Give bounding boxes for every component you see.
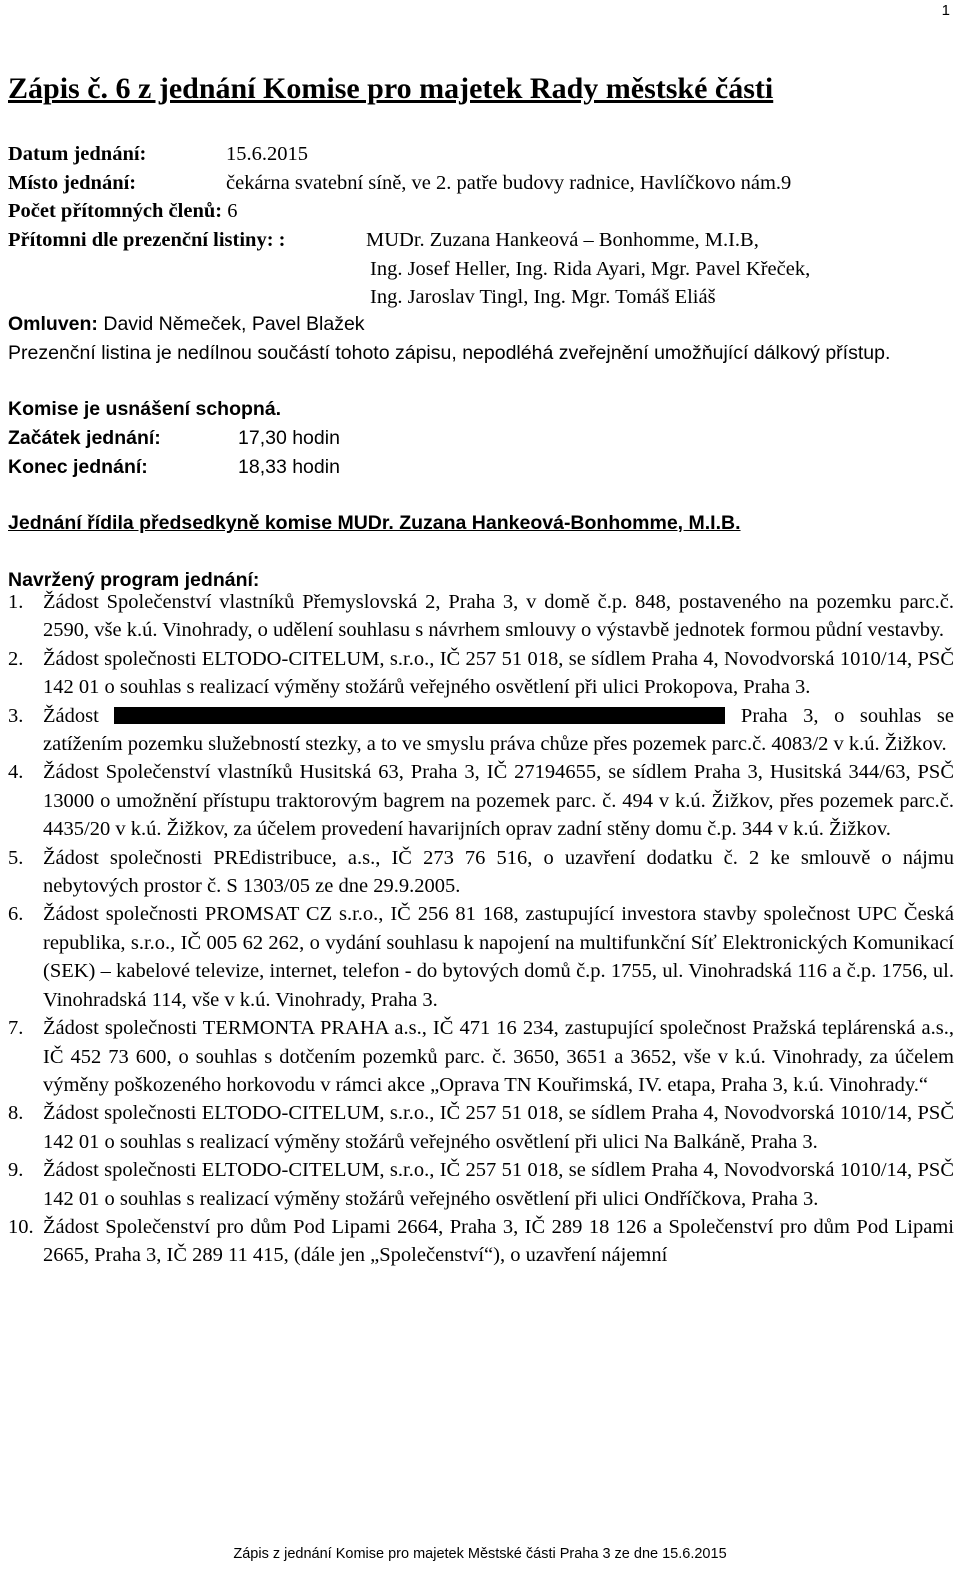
- excused-value: David Němeček, Pavel Blažek: [103, 313, 365, 335]
- agenda-item-text-after: Praha 3, o souhlas se zatížením pozemku služebností stezky, a to ve smyslu práva chůze přes pozemek parc.č. 4083/2 v k.ú. Žižkov.: [43, 704, 955, 756]
- place-value: čekárna svatební síně, ve 2. patře budovy radnice, Havlíčkovo nám.9: [226, 172, 792, 194]
- agenda-item: [8, 1099, 954, 1156]
- agenda-item-number: 1.: [8, 591, 24, 613]
- agenda-item-number: 2.: [8, 647, 24, 670]
- agenda-item-number: 6.: [8, 903, 24, 926]
- excused-label: Omluven:: [8, 313, 98, 335]
- agenda-item-number: 10.: [8, 1215, 34, 1238]
- agenda-item-number: 8.: [8, 1102, 24, 1125]
- agenda-item-number: 5.: [8, 846, 24, 869]
- present-line-2: Ing. Josef Heller, Ing. Rida Ayari, Mgr. Pavel Křeček,: [370, 258, 811, 280]
- present-line-3: Ing. Jaroslav Tingl, Ing. Mgr. Tomáš Eliáš: [370, 286, 716, 308]
- excused-row: [8, 311, 365, 337]
- agenda-item: [8, 844, 954, 901]
- agenda-item: [8, 645, 954, 702]
- present-label: Přítomni dle prezenční listiny: :: [8, 229, 286, 251]
- agenda-list: [8, 588, 954, 1270]
- agenda-item-text: Žádost společnosti TERMONTA PRAHA a.s., IČ 471 16 234, zastupující společnost Pražská teplárenská a.s., IČ 452 73 600, o souhlas s dotčením pozemků parc. č. 3650, 3651 a 3652, vše v k.ú. Vinohrady, za účelem výměny poškozeného horkovodu v rámci akce „Oprava TN Kouřimská, IV. etapa, Praha 3, k.ú. Vinohrady.“: [43, 1017, 954, 1096]
- start-label: Začátek jednání:: [8, 427, 161, 449]
- agenda-item-text: Žádost společnosti ELTODO-CITELUM, s.r.o., IČ 257 51 018, se sídlem Praha 4, Novodvorská 1010/14, PSČ 142 01 o souhlas s realizací výměny stožárů veřejného osvětlení při ulici Prokopova, Praha 3.: [43, 647, 954, 699]
- member-count: [8, 198, 237, 224]
- agenda-item: [8, 758, 954, 843]
- agenda-heading: Navržený program jednání:: [8, 569, 260, 591]
- agenda-item-text: Žádost společnosti ELTODO-CITELUM, s.r.o., IČ 257 51 018, se sídlem Praha 4, Novodvorská 1010/14, PSČ 142 01 o souhlas s realizací výměny stožárů veřejného osvětlení při ulici Ondříčkova, Praha 3.: [43, 1159, 954, 1210]
- agenda-item-number: 7.: [8, 1017, 24, 1040]
- date-value: 15.6.2015: [226, 143, 308, 165]
- agenda-item: [8, 588, 954, 645]
- agenda-item-number: 3.: [8, 704, 24, 727]
- agenda-item-number: 9.: [8, 1159, 24, 1182]
- attendance-note: Prezenční listina je nedílnou součástí tohoto zápisu, nepodléhá zveřejnění umožňující dálkový přístup.: [8, 342, 891, 364]
- quorum-statement: Komise je usnášení schopná.: [8, 398, 282, 420]
- end-value: 18,33 hodin: [238, 456, 340, 478]
- agenda-item-text: Žádost Společenství pro dům Pod Lipami 2664, Praha 3, IČ 289 18 126 a Společenství pro dům Pod Lipami 2665, Praha 3, IČ 289 11 415, (dále jen „Společenství“), o uzavření nájemní: [43, 1215, 954, 1267]
- agenda-item: [8, 1156, 954, 1213]
- agenda-item-text: Žádost společnosti PROMSAT CZ s.r.o., IČ 256 81 168, zastupující investora stavby společnost UPC Česká republika, s.r.o., IČ 005 62 262, o vydání souhlasu k napojení na multifunkční Síť Elektronických Komunikací (SEK) – kabelové televize, internet, telefon - do bytových domů č.p. 1755, ul. Vinohradská 116 a č.p. 1756, ul. Vinohradská 114, vše v k.ú. Vinohrady, Praha 3.: [43, 903, 954, 1011]
- count-value: 6: [227, 200, 238, 222]
- count-label: Počet přítomných členů:: [8, 200, 223, 222]
- agenda-item-text-before: Žádost: [43, 704, 99, 727]
- chair-statement: Jednání řídila předsedkyně komise MUDr. Zuzana Hankeová-Bonhomme, M.I.B.: [8, 512, 741, 534]
- place-label: Místo jednání:: [8, 172, 137, 194]
- agenda-item: [8, 1014, 954, 1099]
- agenda-item-number: 4.: [8, 761, 24, 784]
- redaction-bar: [114, 707, 725, 724]
- start-value: 17,30 hodin: [238, 427, 340, 449]
- agenda-item: [8, 900, 954, 1014]
- agenda-item: [8, 702, 954, 759]
- end-label: Konec jednání:: [8, 456, 148, 478]
- agenda-item-text: Žádost společnosti PREdistribuce, a.s., IČ 273 76 516, o uzavření dodatku č. 2 ke smlouvě o nájmu nebytových prostor č. S 1303/05 ze dne 29.9.2005.: [43, 846, 954, 898]
- agenda-item-text: Žádost Společenství vlastníků Přemyslovská 2, Praha 3, v domě č.p. 848, postaveného na pozemku parc.č. 2590, vše k.ú. Vinohrady, o udělení souhlasu s návrhem smlouvy o výstavbě jednotek formou půdní vestavby.: [43, 591, 954, 642]
- document-title: Zápis č. 6 z jednání Komise pro majetek Rady městské části: [8, 72, 774, 105]
- agenda-item: [8, 1213, 954, 1270]
- agenda-item-text: Žádost společnosti ELTODO-CITELUM, s.r.o., IČ 257 51 018, se sídlem Praha 4, Novodvorská 1010/14, PSČ 142 01 o souhlas s realizací výměny stožárů veřejného osvětlení při ulici Na Balkáně, Praha 3.: [43, 1102, 954, 1153]
- date-label: Datum jednání:: [8, 143, 147, 165]
- page-number: 1: [941, 2, 950, 19]
- page-footer: Zápis z jednání Komise pro majetek Městské části Praha 3 ze dne 15.6.2015: [233, 1546, 727, 1562]
- agenda-item-text: Žádost Společenství vlastníků Husitská 63, Praha 3, IČ 27194655, se sídlem Praha 3, Husitská 344/63, PSČ 13000 o umožnění přístupu traktorovým bagrem na pozemek parc. č. 494 v k.ú. Žižkov, přes pozemek parc.č. 4435/20 v k.ú. Žižkov, za účelem provedení havarijních oprav zadní stěny domu č.p. 344 v k.ú. Žižkov.: [43, 761, 954, 841]
- present-line-1: MUDr. Zuzana Hankeová – Bonhomme, M.I.B,: [366, 229, 759, 251]
